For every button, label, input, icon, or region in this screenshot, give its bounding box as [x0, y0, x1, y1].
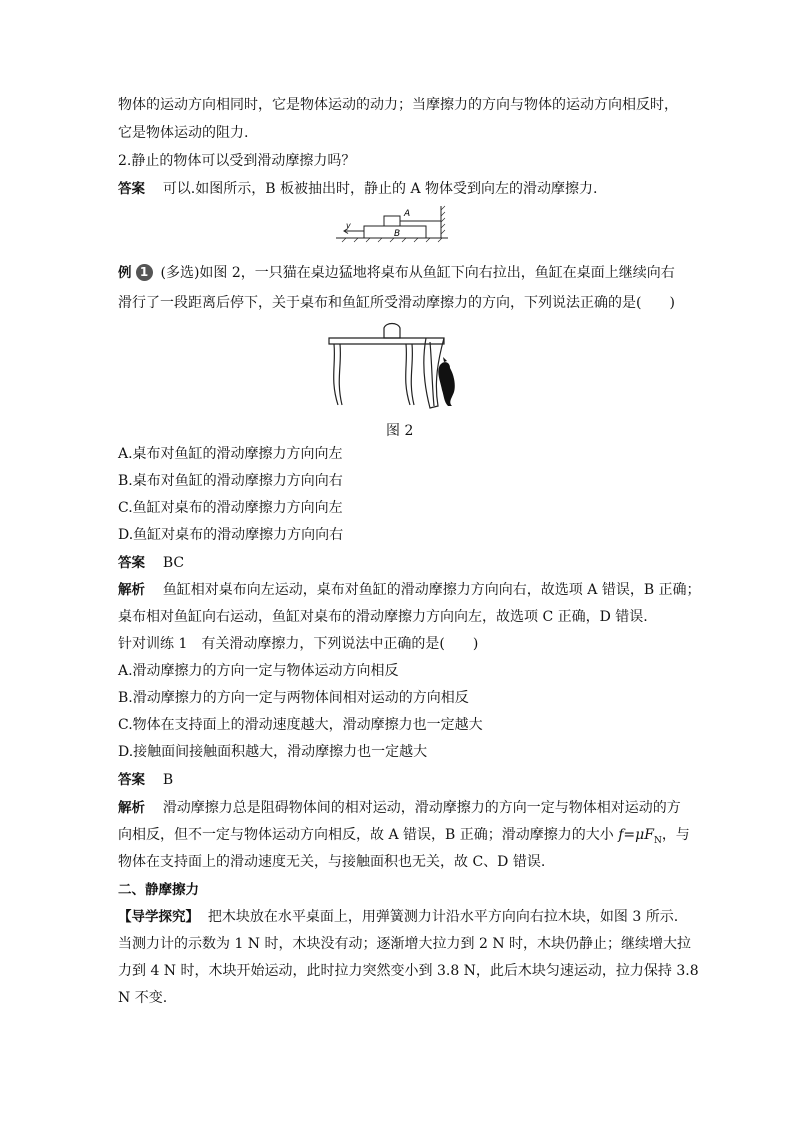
- guide-line4: N 不变.: [118, 990, 168, 1006]
- label-b: B: [394, 229, 401, 239]
- analysis-text: 鱼缸相对桌布向左运动，桌布对鱼缸的滑动摩擦力方向向右，故选项 A 错误，B 正确；: [162, 582, 701, 598]
- training-option-d: D.接触面间接触面积越大，滑动摩擦力也一定越大: [118, 744, 428, 760]
- block-a: [384, 216, 400, 226]
- guide-line3: 力到 4 N 时，木块开始运动，此时拉力突然变小到 3.8 N，此后木块匀速运动，拉力保持 3.8: [118, 963, 699, 979]
- guide-text: 把木块放在水平桌面上，用弹簧测力计沿水平方向向右拉木块，如图 3 所示.: [207, 909, 679, 925]
- tabletop: [329, 338, 444, 344]
- analysis-1-line1: [118, 580, 701, 600]
- analysis-label: 解析: [118, 582, 145, 598]
- example-1-line2: 滑行了一段距离后停下，关于桌布和鱼缸所受滑动摩擦力的方向，下列说法正确的是( ): [118, 295, 675, 311]
- friction-formula: f=μF: [618, 827, 654, 843]
- example-text: (多选)如图 2，一只猫在桌边猛地将桌布从鱼缸下向右拉出，鱼缸在桌面上继续向右: [160, 265, 675, 281]
- figure-2-cat-tablecloth: [326, 320, 476, 412]
- example-label: 例: [118, 265, 132, 281]
- text-line: 它是物体运动的阻力.: [118, 125, 249, 141]
- fish-tank: [384, 324, 400, 339]
- analysis-1-line2: 桌布相对鱼缸向右运动，鱼缸对桌布的滑动摩擦力方向向左，故选项 C 正确，D 错误.: [118, 609, 648, 625]
- label-v: v: [346, 221, 351, 230]
- table-leg-left: [334, 344, 338, 405]
- example-1-line1: [118, 263, 675, 283]
- option-d: D.鱼缸对桌布的滑动摩擦力方向向右: [118, 527, 344, 543]
- analysis-2-line2: [118, 825, 690, 851]
- answer-label: 答案: [118, 772, 145, 788]
- analysis-text: ，与: [661, 827, 690, 843]
- figure-blocks-ab: [336, 204, 456, 244]
- section-heading: 二、静摩擦力: [118, 882, 199, 898]
- text-line: 物体的运动方向相同时，它是物体运动的动力；当摩擦力的方向与物体的运动方向相反时，: [118, 97, 678, 113]
- answer-2: [118, 553, 184, 573]
- guide-line2: 当测力计的示数为 1 N 时，木块没有动；逐渐增大拉力到 2 N 时，木块仍静止；继续增大拉: [118, 936, 692, 952]
- option-a: A.桌布对鱼缸的滑动摩擦力方向向左: [118, 446, 343, 462]
- analysis-2-line3: 物体在支持面上的滑动速度无关，与接触面积也无关，故 C、D 错误.: [118, 854, 546, 870]
- answer-1: [118, 179, 597, 199]
- question-2: 2.静止的物体可以受到滑动摩擦力吗？: [118, 153, 356, 169]
- training-option-a: A.滑动摩擦力的方向一定与物体运动方向相反: [118, 663, 399, 679]
- option-b: B.桌布对鱼缸的滑动摩擦力方向向右: [118, 473, 343, 489]
- answer-text: BC: [162, 555, 185, 571]
- answer-text: B: [162, 772, 174, 788]
- answer-text: 可以.如图所示，B 板被抽出时，静止的 A 物体受到向左的滑动摩擦力.: [162, 181, 598, 197]
- label-a: A: [404, 209, 411, 219]
- answer-label: 答案: [118, 555, 145, 571]
- training-option-b: B.滑动摩擦力的方向一定与两物体间相对运动的方向相反: [118, 690, 469, 706]
- analysis-text: 滑动摩擦力总是阻碍物体间的相对运动，滑动摩擦力的方向一定与物体相对运动的方: [162, 800, 681, 816]
- formula-subscript: N: [653, 835, 662, 846]
- analysis-text: 向相反，但不一定与物体运动方向相反，故 A 错误，B 正确；滑动摩擦力的大小: [118, 827, 619, 843]
- option-c: C.鱼缸对桌布的滑动摩擦力方向向左: [118, 500, 343, 516]
- cat: [438, 362, 454, 406]
- training-1: 针对训练 1 有关滑动摩擦力，下列说法中正确的是( ): [118, 636, 479, 652]
- analysis-2-line1: [118, 798, 681, 818]
- analysis-label: 解析: [118, 800, 145, 816]
- training-option-c: C.物体在支持面上的滑动速度越大，滑动摩擦力也一定越大: [118, 717, 483, 733]
- example-number-badge: 1: [136, 264, 153, 281]
- answer-label: 答案: [118, 181, 145, 197]
- guide-label: 【导学探究】: [118, 909, 199, 925]
- guide-line1: [118, 907, 678, 927]
- answer-3: [118, 770, 173, 790]
- figure-2-caption: 图 2: [386, 423, 414, 439]
- table-leg-right: [406, 344, 410, 405]
